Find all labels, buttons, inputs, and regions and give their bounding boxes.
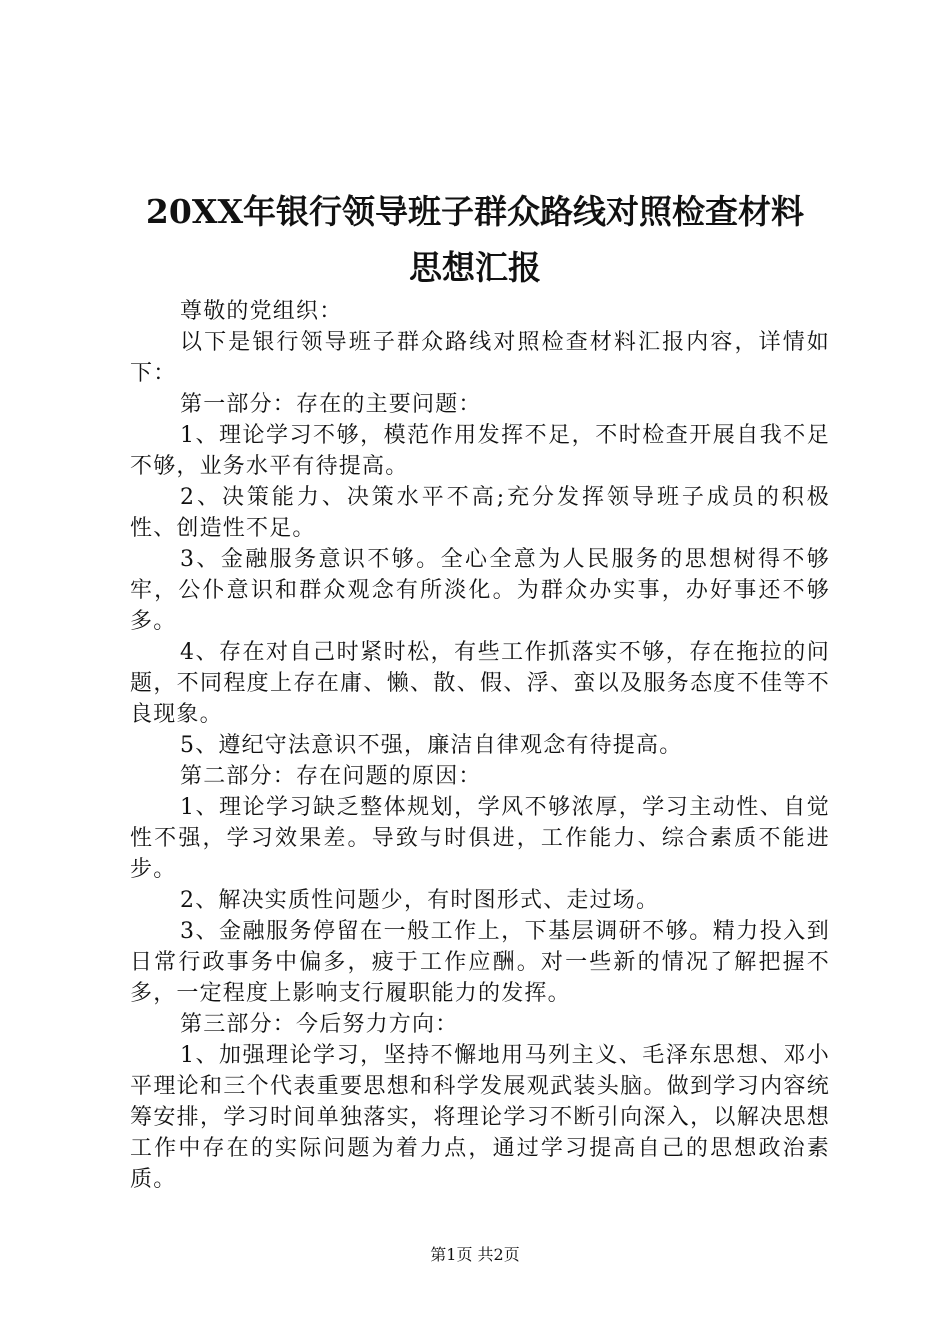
cause-item-3: 3、金融服务停留在一般工作上，下基层调研不够。精力投入到日常行政事务中偏多，疲于工作应酬。对一些新的情况了解把握不多，一定程度上影响支行履职能力的发挥。 bbox=[130, 919, 830, 1006]
page-footer: 第1页 共2页 bbox=[430, 1245, 520, 1264]
document-title-line2: 思想汇报 bbox=[409, 248, 541, 287]
section-heading-problems: 第一部分：存在的主要问题： bbox=[180, 392, 482, 417]
problem-item-4: 4、存在对自己时紧时松，有些工作抓落实不够，存在拖拉的问题，不同程度上存在庸、懒、散、假、浮、蛮以及服务态度不佳等不良现象。 bbox=[130, 640, 830, 727]
direction-item-1: 1、加强理论学习，坚持不懈地用马列主义、毛泽东思想、邓小平理论和三个代表重要思想和科学发展观武装头脑。做到学习内容统筹安排，学习时间单独落实，将理论学习不断引向深入，以解决思想工作中存在的实际问题为着力点，通过学习提高自己的思想政治素质。 bbox=[130, 1043, 830, 1192]
problem-item-1: 1、理论学习不够，模范作用发挥不足，不时检查开展自我不足不够，业务水平有待提高。 bbox=[130, 423, 830, 479]
section-heading-causes: 第二部分：存在问题的原因： bbox=[180, 764, 482, 789]
problem-item-5: 5、遵纪守法意识不强，廉洁自律观念有待提高。 bbox=[180, 733, 683, 758]
document-title-line1: 20XX年银行领导班子群众路线对照检查材料 bbox=[145, 192, 805, 231]
cause-item-1: 1、理论学习缺乏整体规划，学风不够浓厚，学习主动性、自觉性不强，学习效果差。导致与时俱进，工作能力、综合素质不能进步。 bbox=[130, 795, 830, 882]
document-body bbox=[130, 296, 830, 1195]
problem-item-3: 3、金融服务意识不够。全心全意为人民服务的思想树得不够牢，公仆意识和群众观念有所淡化。为群众办实事，办好事还不够多。 bbox=[130, 547, 830, 634]
intro-paragraph: 以下是银行领导班子群众路线对照检查材料汇报内容，详情如下： bbox=[130, 330, 830, 386]
problem-item-2: 2、决策能力、决策水平不高;充分发挥领导班子成员的积极性、创造性不足。 bbox=[130, 485, 830, 541]
salutation: 尊敬的党组织： bbox=[180, 299, 343, 324]
section-heading-directions: 第三部分：今后努力方向： bbox=[180, 1012, 459, 1037]
cause-item-2: 2、解决实质性问题少，有时图形式、走过场。 bbox=[180, 888, 660, 913]
